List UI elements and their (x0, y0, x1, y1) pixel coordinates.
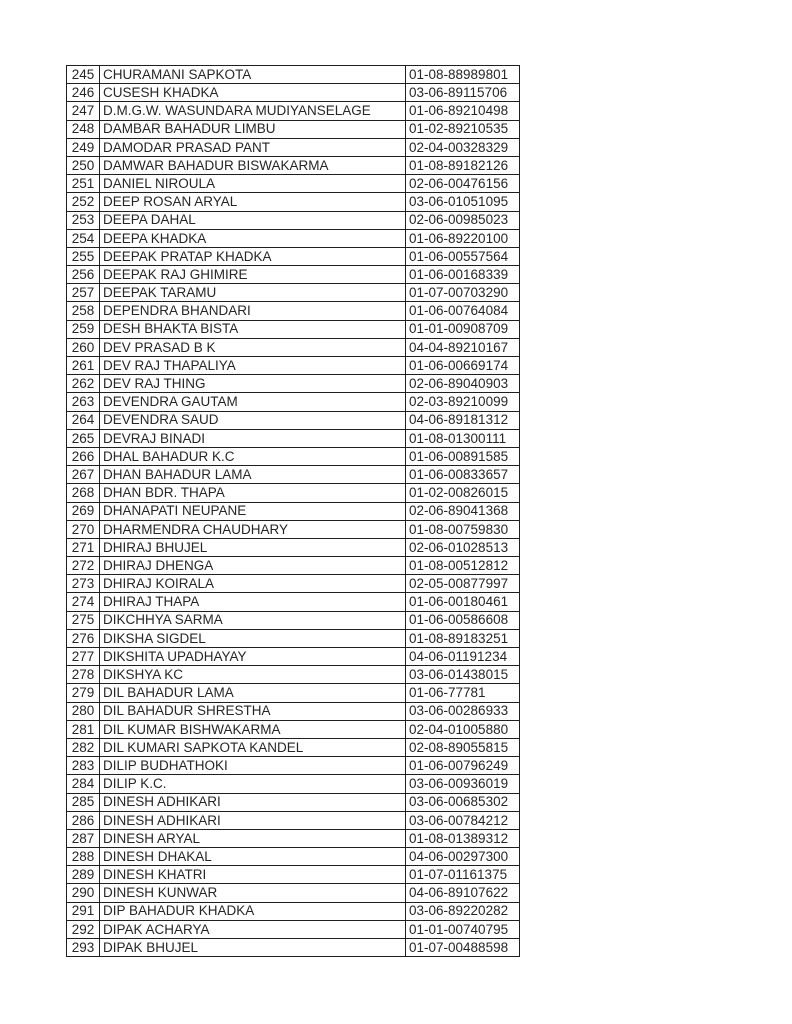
number-cell: 01-02-00826015 (406, 484, 520, 502)
name-cell: DEEPA KHADKA (100, 229, 406, 247)
name-cell: DHIRAJ BHUJEL (100, 538, 406, 556)
table-row (67, 757, 520, 775)
serial-cell: 252 (67, 193, 100, 211)
table-row (67, 466, 520, 484)
number-cell: 03-06-00936019 (406, 775, 520, 793)
name-cell: DHANAPATI NEUPANE (100, 502, 406, 520)
serial-cell: 291 (67, 902, 100, 920)
table-row (67, 666, 520, 684)
number-cell: 01-07-00488598 (406, 939, 520, 957)
serial-cell: 289 (67, 866, 100, 884)
table-row (67, 193, 520, 211)
table-row (67, 538, 520, 556)
number-cell: 01-06-89210498 (406, 102, 520, 120)
number-cell: 04-04-89210167 (406, 338, 520, 356)
table-row (67, 829, 520, 847)
name-cell: DINESH ARYAL (100, 829, 406, 847)
serial-cell: 262 (67, 375, 100, 393)
name-cell: CUSESH KHADKA (100, 84, 406, 102)
table-row (67, 720, 520, 738)
table-row (67, 320, 520, 338)
number-cell: 02-06-89041368 (406, 502, 520, 520)
serial-cell: 261 (67, 357, 100, 375)
number-cell: 01-06-00180461 (406, 593, 520, 611)
name-cell: DEPENDRA BHANDARI (100, 302, 406, 320)
serial-cell: 277 (67, 648, 100, 666)
serial-cell: 288 (67, 848, 100, 866)
table-row (67, 84, 520, 102)
table-row (67, 611, 520, 629)
name-cell: DAMWAR BAHADUR BISWAKARMA (100, 156, 406, 174)
table-row (67, 738, 520, 756)
name-cell: DIKCHHYA SARMA (100, 611, 406, 629)
serial-cell: 276 (67, 629, 100, 647)
serial-cell: 267 (67, 466, 100, 484)
name-cell: DIPAK ACHARYA (100, 920, 406, 938)
table-row (67, 375, 520, 393)
table-row (67, 247, 520, 265)
name-cell: D.M.G.W. WASUNDARA MUDIYANSELAGE (100, 102, 406, 120)
number-cell: 04-06-00297300 (406, 848, 520, 866)
number-cell: 01-01-00908709 (406, 320, 520, 338)
name-cell: DEV RAJ THING (100, 375, 406, 393)
serial-cell: 270 (67, 520, 100, 538)
number-cell: 01-08-01389312 (406, 829, 520, 847)
name-cell: DAMBAR BAHADUR LIMBU (100, 120, 406, 138)
table-row (67, 902, 520, 920)
name-cell: DINESH ADHIKARI (100, 793, 406, 811)
name-cell: DEVENDRA GAUTAM (100, 393, 406, 411)
serial-cell: 283 (67, 757, 100, 775)
table-row (67, 920, 520, 938)
name-cell: DHAN BDR. THAPA (100, 484, 406, 502)
table-row (67, 66, 520, 84)
name-cell: DINESH KHATRI (100, 866, 406, 884)
table-row (67, 575, 520, 593)
table-row (67, 484, 520, 502)
name-cell: DHAL BAHADUR K.C (100, 447, 406, 465)
number-cell: 01-08-01300111 (406, 429, 520, 447)
number-cell: 01-06-00168339 (406, 266, 520, 284)
table-row (67, 684, 520, 702)
table-row (67, 120, 520, 138)
table-row (67, 648, 520, 666)
serial-cell: 278 (67, 666, 100, 684)
name-cell: DESH BHAKTA BISTA (100, 320, 406, 338)
number-cell: 02-06-00476156 (406, 175, 520, 193)
number-cell: 03-06-89220282 (406, 902, 520, 920)
table-row (67, 357, 520, 375)
name-cell: DEVENDRA SAUD (100, 411, 406, 429)
table-row (67, 939, 520, 957)
name-cell: DIP BAHADUR KHADKA (100, 902, 406, 920)
serial-cell: 254 (67, 229, 100, 247)
serial-cell: 290 (67, 884, 100, 902)
serial-cell: 280 (67, 702, 100, 720)
serial-cell: 265 (67, 429, 100, 447)
name-cell: DINESH DHAKAL (100, 848, 406, 866)
table-row (67, 266, 520, 284)
number-cell: 04-06-01191234 (406, 648, 520, 666)
name-cell: DIL KUMAR BISHWAKARMA (100, 720, 406, 738)
name-cell: CHURAMANI SAPKOTA (100, 66, 406, 84)
number-cell: 01-06-77781 (406, 684, 520, 702)
serial-cell: 285 (67, 793, 100, 811)
serial-cell: 293 (67, 939, 100, 957)
number-cell: 03-06-01051095 (406, 193, 520, 211)
serial-cell: 271 (67, 538, 100, 556)
table-row (67, 284, 520, 302)
serial-cell: 268 (67, 484, 100, 502)
table-row (67, 775, 520, 793)
number-cell: 01-06-00891585 (406, 447, 520, 465)
table-row (67, 520, 520, 538)
number-cell: 02-08-89055815 (406, 738, 520, 756)
table-row (67, 393, 520, 411)
serial-cell: 259 (67, 320, 100, 338)
number-cell: 02-05-00877997 (406, 575, 520, 593)
serial-cell: 247 (67, 102, 100, 120)
serial-cell: 273 (67, 575, 100, 593)
name-cell: DANIEL NIROULA (100, 175, 406, 193)
table-row (67, 211, 520, 229)
number-cell: 03-06-00784212 (406, 811, 520, 829)
name-cell: DEV RAJ THAPALIYA (100, 357, 406, 375)
table-row (67, 411, 520, 429)
serial-cell: 282 (67, 738, 100, 756)
number-cell: 01-08-00512812 (406, 557, 520, 575)
name-cell: DIKSHYA KC (100, 666, 406, 684)
name-cell: DEEPAK PRATAP KHADKA (100, 247, 406, 265)
table-row (67, 557, 520, 575)
name-cell: DAMODAR PRASAD PANT (100, 138, 406, 156)
name-cell: DIPAK BHUJEL (100, 939, 406, 957)
name-cell: DEEPAK TARAMU (100, 284, 406, 302)
table-row (67, 811, 520, 829)
name-cell: DHAN BAHADUR LAMA (100, 466, 406, 484)
serial-cell: 292 (67, 920, 100, 938)
number-cell: 01-08-00759830 (406, 520, 520, 538)
number-cell: 01-06-00586608 (406, 611, 520, 629)
table-row (67, 793, 520, 811)
number-cell: 02-06-01028513 (406, 538, 520, 556)
serial-cell: 274 (67, 593, 100, 611)
number-cell: 02-04-01005880 (406, 720, 520, 738)
name-cell: DHIRAJ THAPA (100, 593, 406, 611)
number-cell: 02-06-89040903 (406, 375, 520, 393)
table-row (67, 702, 520, 720)
serial-cell: 245 (67, 66, 100, 84)
number-cell: 01-07-01161375 (406, 866, 520, 884)
name-cell: DHARMENDRA CHAUDHARY (100, 520, 406, 538)
name-cell: DHIRAJ DHENGA (100, 557, 406, 575)
serial-cell: 253 (67, 211, 100, 229)
number-cell: 02-04-00328329 (406, 138, 520, 156)
serial-cell: 257 (67, 284, 100, 302)
table-row (67, 338, 520, 356)
name-cell: DEEP ROSAN ARYAL (100, 193, 406, 211)
serial-cell: 263 (67, 393, 100, 411)
name-cell: DEEPA DAHAL (100, 211, 406, 229)
table-row (67, 848, 520, 866)
number-cell: 01-02-89210535 (406, 120, 520, 138)
serial-cell: 249 (67, 138, 100, 156)
number-cell: 03-06-89115706 (406, 84, 520, 102)
serial-cell: 264 (67, 411, 100, 429)
number-cell: 01-06-00557564 (406, 247, 520, 265)
serial-cell: 272 (67, 557, 100, 575)
name-cell: DINESH ADHIKARI (100, 811, 406, 829)
name-cell: DEV PRASAD B K (100, 338, 406, 356)
table-row (67, 429, 520, 447)
serial-cell: 258 (67, 302, 100, 320)
table-row (67, 102, 520, 120)
number-cell: 01-06-00833657 (406, 466, 520, 484)
serial-cell: 287 (67, 829, 100, 847)
name-cell: DEVRAJ BINADI (100, 429, 406, 447)
table-row (67, 156, 520, 174)
name-cell: DIKSHITA UPADHAYAY (100, 648, 406, 666)
serial-cell: 269 (67, 502, 100, 520)
table-body (67, 66, 520, 957)
number-cell: 01-08-89182126 (406, 156, 520, 174)
table-row (67, 138, 520, 156)
serial-cell: 284 (67, 775, 100, 793)
serial-cell: 260 (67, 338, 100, 356)
serial-cell: 246 (67, 84, 100, 102)
serial-cell: 279 (67, 684, 100, 702)
table-row (67, 593, 520, 611)
number-cell: 03-06-00286933 (406, 702, 520, 720)
number-cell: 03-06-00685302 (406, 793, 520, 811)
number-cell: 04-06-89107622 (406, 884, 520, 902)
table-row (67, 229, 520, 247)
number-cell: 01-06-00796249 (406, 757, 520, 775)
table-row (67, 884, 520, 902)
serial-cell: 251 (67, 175, 100, 193)
serial-cell: 248 (67, 120, 100, 138)
serial-cell: 256 (67, 266, 100, 284)
serial-cell: 281 (67, 720, 100, 738)
serial-cell: 266 (67, 447, 100, 465)
table-row (67, 447, 520, 465)
number-cell: 04-06-89181312 (406, 411, 520, 429)
name-cell: DINESH KUNWAR (100, 884, 406, 902)
name-cell: DIL BAHADUR LAMA (100, 684, 406, 702)
name-cell: DHIRAJ KOIRALA (100, 575, 406, 593)
number-cell: 01-07-00703290 (406, 284, 520, 302)
number-cell: 01-06-89220100 (406, 229, 520, 247)
table-row (67, 629, 520, 647)
table-row (67, 866, 520, 884)
number-cell: 01-06-00764084 (406, 302, 520, 320)
name-cell: DILIP BUDHATHOKI (100, 757, 406, 775)
serial-cell: 250 (67, 156, 100, 174)
number-cell: 01-08-89183251 (406, 629, 520, 647)
number-cell: 01-01-00740795 (406, 920, 520, 938)
name-cell: DILIP K.C. (100, 775, 406, 793)
table-row (67, 175, 520, 193)
name-cell: DIL BAHADUR SHRESTHA (100, 702, 406, 720)
serial-cell: 255 (67, 247, 100, 265)
number-cell: 02-03-89210099 (406, 393, 520, 411)
table-row (67, 302, 520, 320)
number-cell: 03-06-01438015 (406, 666, 520, 684)
name-cell: DIL KUMARI SAPKOTA KANDEL (100, 738, 406, 756)
table-row (67, 502, 520, 520)
number-cell: 01-08-88989801 (406, 66, 520, 84)
number-cell: 01-06-00669174 (406, 357, 520, 375)
name-cell: DIKSHA SIGDEL (100, 629, 406, 647)
serial-cell: 275 (67, 611, 100, 629)
number-cell: 02-06-00985023 (406, 211, 520, 229)
serial-cell: 286 (67, 811, 100, 829)
name-cell: DEEPAK RAJ GHIMIRE (100, 266, 406, 284)
roster-table (66, 65, 520, 957)
